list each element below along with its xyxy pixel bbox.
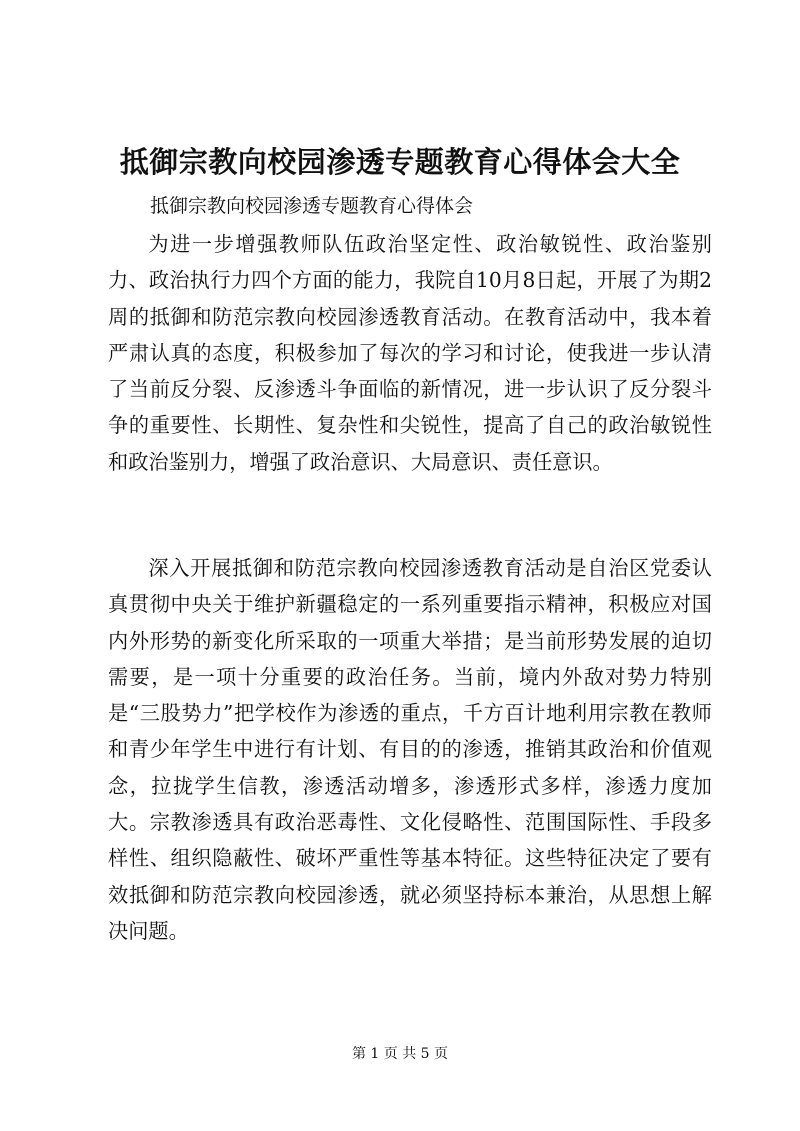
body-paragraph: 为进一步增强教师队伍政治坚定性、政治敏锐性、政治鉴别力、政治执行力四个方面的能力，我院自10月8日起，开展了为期2周的抵御和防范宗教向校园渗透教育活动。在教育活动中，我本着严肃认真的态度，积极参加了每次的学习和讨论，使我进一步认清了当前反分裂、反渗透斗争面临的新情况，进一步认识了反分裂斗争的重要性、长期性、复杂性和尖锐性，提高了自己的政治敏锐性和政治鉴别力，增强了政治意识、大局意识、责任意识。 [108, 232, 712, 474]
page-footer: 第 1 页 共 5 页 [351, 1046, 449, 1062]
page-title: 抵御宗教向校园渗透专题教育心得体会大全 [119, 145, 681, 179]
document-subtitle: 抵御宗教向校园渗透专题教育心得体会 [150, 195, 474, 217]
body-paragraph: 深入开展抵御和防范宗教向校园渗透教育活动是自治区党委认真贯彻中央关于维护新疆稳定的一系列重要指示精神，积极应对国内外形势的新变化所采取的一项重大举措；是当前形势发展的迫切需要，是一项十分重要的政治任务。当前，境内外敌对势力特别是“三股势力”把学校作为渗透的重点，千方百计地利用宗教在教师和青少年学生中进行有计划、有目的的渗透，推销其政治和价值观念，拉拢学生信教，渗透活动增多，渗透形式多样，渗透力度加大。宗教渗透具有政治恶毒性、文化侵略性、范围国际性、手段多样性、组织隐蔽性、破坏严重性等基本特征。这些特征决定了要有效抵御和防范宗教向校园渗透，就必须坚持标本兼治，从思想上解决问题。 [108, 556, 712, 943]
